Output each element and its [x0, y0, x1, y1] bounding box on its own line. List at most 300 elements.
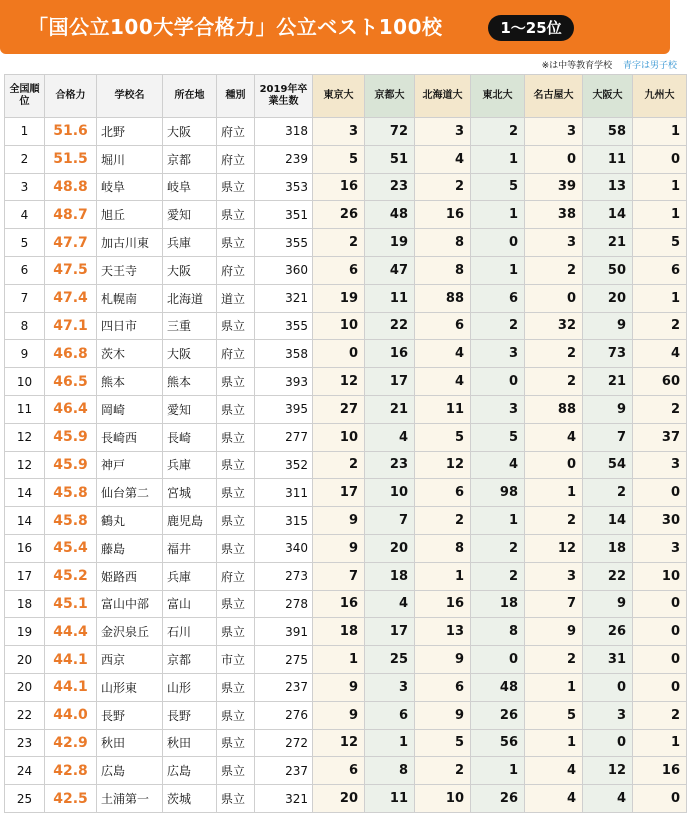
school-name-cell: 姫路西: [97, 562, 163, 590]
tohoku-count-cell: 0: [471, 368, 525, 396]
kyoto-count-cell: 10: [365, 479, 415, 507]
rank-cell: 3: [5, 173, 45, 201]
rank-cell: 10: [5, 368, 45, 396]
score-cell: 47.4: [45, 284, 97, 312]
hokkaido-count-cell: 9: [415, 646, 471, 674]
prefecture-cell: 秋田: [163, 729, 217, 757]
prefecture-cell: 鹿児島: [163, 507, 217, 535]
kyushu-count-cell: 16: [633, 757, 687, 785]
school-name-cell: 山形東: [97, 673, 163, 701]
secondary-school-note: ※は中等教育学校: [541, 61, 613, 71]
nagoya-count-cell: 38: [525, 201, 583, 229]
graduates-cell: 273: [255, 562, 313, 590]
header-osaka: 大阪大: [583, 75, 633, 118]
nagoya-count-cell: 1: [525, 729, 583, 757]
kyushu-count-cell: 2: [633, 701, 687, 729]
graduates-cell: 355: [255, 312, 313, 340]
school-name-cell: 金沢泉丘: [97, 618, 163, 646]
hokkaido-count-cell: 6: [415, 312, 471, 340]
score-cell: 45.2: [45, 562, 97, 590]
table-row: [5, 340, 687, 368]
school-name-cell: 堀川: [97, 145, 163, 173]
type-cell: 県立: [217, 729, 255, 757]
prefecture-cell: 京都: [163, 145, 217, 173]
table-row: [5, 479, 687, 507]
hokkaido-count-cell: 3: [415, 118, 471, 146]
kyushu-count-cell: 4: [633, 340, 687, 368]
osaka-count-cell: 2: [583, 479, 633, 507]
school-name-cell: 富山中部: [97, 590, 163, 618]
nagoya-count-cell: 0: [525, 145, 583, 173]
hokkaido-count-cell: 8: [415, 534, 471, 562]
table-row: [5, 423, 687, 451]
header-graduates: 2019年卒業生数: [255, 75, 313, 118]
school-name-cell: 仙台第二: [97, 479, 163, 507]
osaka-count-cell: 3: [583, 701, 633, 729]
kyoto-count-cell: 11: [365, 785, 415, 813]
rank-cell: 1: [5, 118, 45, 146]
hokkaido-count-cell: 10: [415, 785, 471, 813]
hokkaido-count-cell: 6: [415, 479, 471, 507]
ranking-table: [4, 74, 687, 813]
tokyo-count-cell: 19: [313, 284, 365, 312]
tokyo-count-cell: 9: [313, 673, 365, 701]
nagoya-count-cell: 2: [525, 368, 583, 396]
score-cell: 46.8: [45, 340, 97, 368]
nagoya-count-cell: 4: [525, 757, 583, 785]
hokkaido-count-cell: 11: [415, 395, 471, 423]
osaka-count-cell: 20: [583, 284, 633, 312]
legend-notes: [542, 58, 677, 71]
tokyo-count-cell: 2: [313, 229, 365, 257]
osaka-count-cell: 9: [583, 312, 633, 340]
type-cell: 県立: [217, 534, 255, 562]
table-header: [5, 75, 687, 118]
tokyo-count-cell: 12: [313, 729, 365, 757]
table-row: [5, 701, 687, 729]
kyushu-count-cell: 1: [633, 118, 687, 146]
table-row: [5, 312, 687, 340]
rank-range-badge: 1〜25位: [488, 15, 574, 41]
hokkaido-count-cell: 9: [415, 701, 471, 729]
rank-cell: 12: [5, 451, 45, 479]
kyoto-count-cell: 17: [365, 618, 415, 646]
prefecture-cell: 兵庫: [163, 229, 217, 257]
rank-cell: 14: [5, 507, 45, 535]
kyushu-count-cell: 1: [633, 729, 687, 757]
score-cell: 47.1: [45, 312, 97, 340]
school-name-cell: 天王寺: [97, 256, 163, 284]
tokyo-count-cell: 18: [313, 618, 365, 646]
type-cell: 県立: [217, 673, 255, 701]
type-cell: 県立: [217, 590, 255, 618]
header-tohoku: 東北大: [471, 75, 525, 118]
kyushu-count-cell: 2: [633, 312, 687, 340]
table-row: [5, 562, 687, 590]
tohoku-count-cell: 18: [471, 590, 525, 618]
graduates-cell: 340: [255, 534, 313, 562]
osaka-count-cell: 54: [583, 451, 633, 479]
table-row: [5, 451, 687, 479]
kyushu-count-cell: 0: [633, 673, 687, 701]
osaka-count-cell: 50: [583, 256, 633, 284]
kyoto-count-cell: 48: [365, 201, 415, 229]
osaka-count-cell: 22: [583, 562, 633, 590]
table-row: [5, 590, 687, 618]
tohoku-count-cell: 5: [471, 173, 525, 201]
type-cell: 県立: [217, 395, 255, 423]
table-row: [5, 256, 687, 284]
kyushu-count-cell: 0: [633, 145, 687, 173]
nagoya-count-cell: 3: [525, 118, 583, 146]
type-cell: 県立: [217, 173, 255, 201]
table-row: [5, 201, 687, 229]
hokkaido-count-cell: 4: [415, 368, 471, 396]
rank-cell: 11: [5, 395, 45, 423]
score-cell: 48.7: [45, 201, 97, 229]
osaka-count-cell: 0: [583, 729, 633, 757]
prefecture-cell: 愛知: [163, 201, 217, 229]
tohoku-count-cell: 2: [471, 562, 525, 590]
kyushu-count-cell: 3: [633, 451, 687, 479]
tokyo-count-cell: 16: [313, 590, 365, 618]
tokyo-count-cell: 5: [313, 145, 365, 173]
tokyo-count-cell: 26: [313, 201, 365, 229]
page-title: 「国公立100大学合格力」公立ベスト100校: [28, 15, 443, 39]
kyoto-count-cell: 51: [365, 145, 415, 173]
header-score: 合格力: [45, 75, 97, 118]
rank-cell: 17: [5, 562, 45, 590]
prefecture-cell: 兵庫: [163, 562, 217, 590]
tokyo-count-cell: 20: [313, 785, 365, 813]
school-name-cell: 長崎西: [97, 423, 163, 451]
school-name-cell: 熊本: [97, 368, 163, 396]
header-hokkaido: 北海道大: [415, 75, 471, 118]
tohoku-count-cell: 2: [471, 118, 525, 146]
type-cell: 県立: [217, 312, 255, 340]
hokkaido-count-cell: 4: [415, 145, 471, 173]
kyushu-count-cell: 3: [633, 534, 687, 562]
type-cell: 府立: [217, 340, 255, 368]
rank-cell: 23: [5, 729, 45, 757]
kyoto-count-cell: 6: [365, 701, 415, 729]
kyushu-count-cell: 0: [633, 618, 687, 646]
hokkaido-count-cell: 5: [415, 729, 471, 757]
tohoku-count-cell: 1: [471, 201, 525, 229]
prefecture-cell: 茨城: [163, 785, 217, 813]
score-cell: 47.5: [45, 256, 97, 284]
kyushu-count-cell: 1: [633, 284, 687, 312]
hokkaido-count-cell: 8: [415, 256, 471, 284]
hokkaido-count-cell: 88: [415, 284, 471, 312]
osaka-count-cell: 9: [583, 590, 633, 618]
osaka-count-cell: 12: [583, 757, 633, 785]
kyoto-count-cell: 23: [365, 451, 415, 479]
kyoto-count-cell: 23: [365, 173, 415, 201]
prefecture-cell: 大阪: [163, 340, 217, 368]
tohoku-count-cell: 1: [471, 145, 525, 173]
nagoya-count-cell: 32: [525, 312, 583, 340]
kyoto-count-cell: 72: [365, 118, 415, 146]
nagoya-count-cell: 2: [525, 256, 583, 284]
tohoku-count-cell: 4: [471, 451, 525, 479]
score-cell: 45.4: [45, 534, 97, 562]
kyoto-count-cell: 7: [365, 507, 415, 535]
type-cell: 県立: [217, 701, 255, 729]
table-row: [5, 757, 687, 785]
hokkaido-count-cell: 1: [415, 562, 471, 590]
osaka-count-cell: 26: [583, 618, 633, 646]
kyoto-count-cell: 8: [365, 757, 415, 785]
type-cell: 県立: [217, 368, 255, 396]
prefecture-cell: 長野: [163, 701, 217, 729]
osaka-count-cell: 14: [583, 201, 633, 229]
graduates-cell: 393: [255, 368, 313, 396]
school-name-cell: 四日市: [97, 312, 163, 340]
score-cell: 44.1: [45, 646, 97, 674]
prefecture-cell: 広島: [163, 757, 217, 785]
prefecture-cell: 愛知: [163, 395, 217, 423]
school-name-cell: 鶴丸: [97, 507, 163, 535]
rank-cell: 2: [5, 145, 45, 173]
rank-cell: 18: [5, 590, 45, 618]
graduates-cell: 315: [255, 507, 313, 535]
boys-school-note: 青字は男子校: [622, 61, 677, 71]
school-name-cell: 札幌南: [97, 284, 163, 312]
tokyo-count-cell: 10: [313, 312, 365, 340]
tohoku-count-cell: 3: [471, 340, 525, 368]
nagoya-count-cell: 3: [525, 562, 583, 590]
school-name-cell: 長野: [97, 701, 163, 729]
tohoku-count-cell: 48: [471, 673, 525, 701]
osaka-count-cell: 58: [583, 118, 633, 146]
prefecture-cell: 兵庫: [163, 451, 217, 479]
nagoya-count-cell: 4: [525, 423, 583, 451]
tohoku-count-cell: 0: [471, 229, 525, 257]
score-cell: 42.8: [45, 757, 97, 785]
header-type: 種別: [217, 75, 255, 118]
hokkaido-count-cell: 6: [415, 673, 471, 701]
table-row: [5, 618, 687, 646]
kyushu-count-cell: 30: [633, 507, 687, 535]
school-name-cell: 神戸: [97, 451, 163, 479]
hokkaido-count-cell: 13: [415, 618, 471, 646]
osaka-count-cell: 21: [583, 229, 633, 257]
kyushu-count-cell: 0: [633, 646, 687, 674]
header-nagoya: 名古屋大: [525, 75, 583, 118]
graduates-cell: 391: [255, 618, 313, 646]
rank-cell: 5: [5, 229, 45, 257]
hokkaido-count-cell: 2: [415, 173, 471, 201]
tokyo-count-cell: 2: [313, 451, 365, 479]
kyoto-count-cell: 19: [365, 229, 415, 257]
score-cell: 45.8: [45, 479, 97, 507]
type-cell: 県立: [217, 618, 255, 646]
rank-cell: 24: [5, 757, 45, 785]
kyoto-count-cell: 11: [365, 284, 415, 312]
table-row: [5, 284, 687, 312]
nagoya-count-cell: 3: [525, 229, 583, 257]
osaka-count-cell: 18: [583, 534, 633, 562]
header-kyushu: 九州大: [633, 75, 687, 118]
graduates-cell: 321: [255, 284, 313, 312]
nagoya-count-cell: 12: [525, 534, 583, 562]
score-cell: 48.8: [45, 173, 97, 201]
tokyo-count-cell: 7: [313, 562, 365, 590]
tokyo-count-cell: 3: [313, 118, 365, 146]
hokkaido-count-cell: 16: [415, 201, 471, 229]
school-name-cell: 西京: [97, 646, 163, 674]
school-name-cell: 北野: [97, 118, 163, 146]
score-cell: 44.0: [45, 701, 97, 729]
nagoya-count-cell: 2: [525, 507, 583, 535]
kyoto-count-cell: 1: [365, 729, 415, 757]
type-cell: 県立: [217, 507, 255, 535]
osaka-count-cell: 21: [583, 368, 633, 396]
graduates-cell: 278: [255, 590, 313, 618]
table-row: [5, 173, 687, 201]
rank-cell: 22: [5, 701, 45, 729]
table-row: [5, 729, 687, 757]
rank-cell: 20: [5, 646, 45, 674]
table-row: [5, 145, 687, 173]
graduates-cell: 352: [255, 451, 313, 479]
graduates-cell: 351: [255, 201, 313, 229]
osaka-count-cell: 9: [583, 395, 633, 423]
graduates-cell: 355: [255, 229, 313, 257]
score-cell: 44.1: [45, 673, 97, 701]
score-cell: 42.9: [45, 729, 97, 757]
prefecture-cell: 三重: [163, 312, 217, 340]
tohoku-count-cell: 26: [471, 785, 525, 813]
prefecture-cell: 北海道: [163, 284, 217, 312]
header-tokyo: 東京大: [313, 75, 365, 118]
kyushu-count-cell: 1: [633, 173, 687, 201]
prefecture-cell: 長崎: [163, 423, 217, 451]
score-cell: 51.6: [45, 118, 97, 146]
table-row: [5, 785, 687, 813]
graduates-cell: 272: [255, 729, 313, 757]
hokkaido-count-cell: 12: [415, 451, 471, 479]
school-name-cell: 土浦第一: [97, 785, 163, 813]
hokkaido-count-cell: 8: [415, 229, 471, 257]
score-cell: 45.8: [45, 507, 97, 535]
rank-cell: 9: [5, 340, 45, 368]
kyoto-count-cell: 4: [365, 423, 415, 451]
graduates-cell: 239: [255, 145, 313, 173]
school-name-cell: 岡崎: [97, 395, 163, 423]
type-cell: 府立: [217, 562, 255, 590]
osaka-count-cell: 0: [583, 673, 633, 701]
hokkaido-count-cell: 5: [415, 423, 471, 451]
table-row: [5, 507, 687, 535]
title-banner: [0, 0, 670, 54]
kyushu-count-cell: 0: [633, 479, 687, 507]
osaka-count-cell: 14: [583, 507, 633, 535]
prefecture-cell: 石川: [163, 618, 217, 646]
type-cell: 県立: [217, 785, 255, 813]
rank-cell: 7: [5, 284, 45, 312]
prefecture-cell: 大阪: [163, 118, 217, 146]
graduates-cell: 277: [255, 423, 313, 451]
hokkaido-count-cell: 2: [415, 757, 471, 785]
table-body: [5, 118, 687, 813]
school-name-cell: 広島: [97, 757, 163, 785]
table-row: [5, 368, 687, 396]
graduates-cell: 358: [255, 340, 313, 368]
tohoku-count-cell: 1: [471, 757, 525, 785]
kyoto-count-cell: 4: [365, 590, 415, 618]
score-cell: 44.4: [45, 618, 97, 646]
rank-cell: 25: [5, 785, 45, 813]
kyoto-count-cell: 16: [365, 340, 415, 368]
nagoya-count-cell: 7: [525, 590, 583, 618]
rank-cell: 8: [5, 312, 45, 340]
school-name-cell: 岐阜: [97, 173, 163, 201]
header-school: 学校名: [97, 75, 163, 118]
rank-cell: 6: [5, 256, 45, 284]
school-name-cell: 茨木: [97, 340, 163, 368]
hokkaido-count-cell: 2: [415, 507, 471, 535]
score-cell: 45.9: [45, 423, 97, 451]
kyushu-count-cell: 6: [633, 256, 687, 284]
prefecture-cell: 宮城: [163, 479, 217, 507]
kyoto-count-cell: 3: [365, 673, 415, 701]
nagoya-count-cell: 39: [525, 173, 583, 201]
nagoya-count-cell: 4: [525, 785, 583, 813]
kyushu-count-cell: 10: [633, 562, 687, 590]
tohoku-count-cell: 2: [471, 534, 525, 562]
osaka-count-cell: 73: [583, 340, 633, 368]
graduates-cell: 276: [255, 701, 313, 729]
hokkaido-count-cell: 4: [415, 340, 471, 368]
school-name-cell: 加古川東: [97, 229, 163, 257]
school-name-cell: 藤島: [97, 534, 163, 562]
nagoya-count-cell: 0: [525, 451, 583, 479]
tokyo-count-cell: 9: [313, 701, 365, 729]
prefecture-cell: 京都: [163, 646, 217, 674]
type-cell: 府立: [217, 118, 255, 146]
table-row: [5, 118, 687, 146]
graduates-cell: 311: [255, 479, 313, 507]
kyushu-count-cell: 0: [633, 785, 687, 813]
kyoto-count-cell: 18: [365, 562, 415, 590]
tohoku-count-cell: 26: [471, 701, 525, 729]
prefecture-cell: 大阪: [163, 256, 217, 284]
type-cell: 県立: [217, 423, 255, 451]
kyushu-count-cell: 37: [633, 423, 687, 451]
graduates-cell: 353: [255, 173, 313, 201]
kyoto-count-cell: 22: [365, 312, 415, 340]
tokyo-count-cell: 12: [313, 368, 365, 396]
rank-cell: 16: [5, 534, 45, 562]
tohoku-count-cell: 0: [471, 646, 525, 674]
nagoya-count-cell: 2: [525, 646, 583, 674]
type-cell: 県立: [217, 451, 255, 479]
type-cell: 道立: [217, 284, 255, 312]
rank-cell: 12: [5, 423, 45, 451]
kyushu-count-cell: 60: [633, 368, 687, 396]
table-row: [5, 534, 687, 562]
graduates-cell: 395: [255, 395, 313, 423]
rank-cell: 19: [5, 618, 45, 646]
nagoya-count-cell: 1: [525, 673, 583, 701]
table-row: [5, 646, 687, 674]
graduates-cell: 237: [255, 757, 313, 785]
nagoya-count-cell: 0: [525, 284, 583, 312]
tokyo-count-cell: 9: [313, 507, 365, 535]
tohoku-count-cell: 6: [471, 284, 525, 312]
